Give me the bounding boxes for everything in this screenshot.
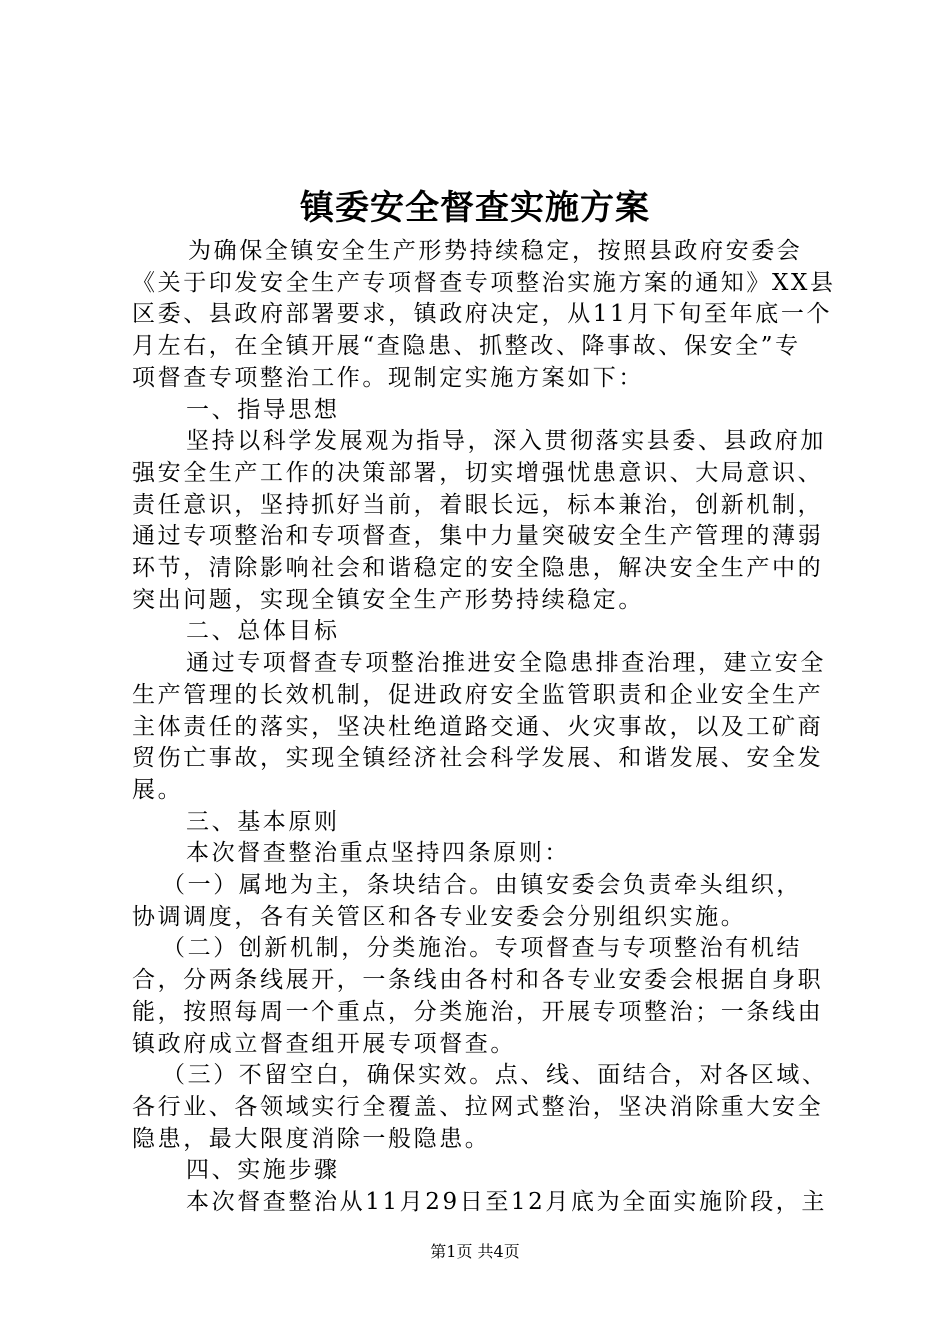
text-line: 展。 <box>132 776 184 803</box>
text-line: 贸伤亡事故，实现全镇经济社会科学发展、和谐发展、安全发 <box>132 745 824 772</box>
text-line: 生产管理的长效机制，促进政府安全监管职责和企业安全生产 <box>132 681 824 708</box>
text-line: 区委、县政府部署要求，镇政府决定，从11月下旬至年底一个 <box>132 301 833 328</box>
text-line: 通过专项督查专项整治推进安全隐患排查治理，建立安全 <box>186 650 826 677</box>
text-line: 月左右，在全镇开展“查隐患、抓整改、降事故、保安全”专 <box>132 333 801 360</box>
text-line: 本次督查整治从11月29日至12月底为全面实施阶段，主 <box>186 1189 827 1215</box>
text-line: 为确保全镇安全生产形势持续稳定，按照县政府安委会 <box>188 238 803 264</box>
text-line: 环节，清除影响社会和谐稳定的安全隐患，解决安全生产中的 <box>132 555 824 581</box>
text-line: 隐患，最大限度消除一般隐患。 <box>132 1125 491 1152</box>
text-line: 通过专项整治和专项督查，集中力量突破安全生产管理的薄弱 <box>132 523 824 550</box>
text-line: 责任意识，坚持抓好当前，着眼长远，标本兼治，创新机制， <box>132 491 824 518</box>
text-line: 项督查专项整治工作。现制定实施方案如下： <box>132 364 644 391</box>
text-line: 能，按照每周一个重点，分类施治，开展专项整治；一条线由 <box>132 998 824 1025</box>
text-line: 强安全生产工作的决策部署，切实增强忧患意识、大局意识、 <box>132 459 824 486</box>
text-line: 三、基本原则 <box>186 808 340 835</box>
text-line: 各行业、各领域实行全覆盖、拉网式整治，坚决消除重大安全 <box>132 1093 824 1120</box>
text-line: （三）不留空白，确保实效。点、线、面结合，对各区域、 <box>162 1062 828 1089</box>
text-line: 本次督查整治重点坚持四条原则： <box>186 840 570 867</box>
text-line: （一）属地为主，条块结合。由镇安委会负责牵头组织， <box>162 872 802 898</box>
text-line: 二、总体目标 <box>186 618 340 645</box>
text-line: 主体责任的落实，坚决杜绝道路交通、火灾事故，以及工矿商 <box>132 713 824 740</box>
document-title: 镇委安全督查实施方案 <box>300 188 650 228</box>
text-line: 协调调度，各有关管区和各专业安委会分别组织实施。 <box>132 903 747 930</box>
text-line: 坚持以科学发展观为指导，深入贯彻落实县委、县政府加 <box>186 428 826 455</box>
text-line: 突出问题，实现全镇安全生产形势持续稳定。 <box>132 586 644 613</box>
text-line: （二）创新机制，分类施治。专项督查与专项整治有机结 <box>162 935 802 962</box>
text-line: 一、指导思想 <box>186 396 340 423</box>
text-line: 四、实施步骤 <box>186 1157 340 1184</box>
text-line: 合，分两条线展开，一条线由各村和各专业安委会根据自身职 <box>132 967 824 994</box>
text-line: 《关于印发安全生产专项督查专项整治实施方案的通知》XX县 <box>132 269 836 296</box>
text-line: 镇政府成立督查组开展专项督查。 <box>132 1030 516 1057</box>
page-footer: 第1页 共4页 <box>430 1242 520 1261</box>
